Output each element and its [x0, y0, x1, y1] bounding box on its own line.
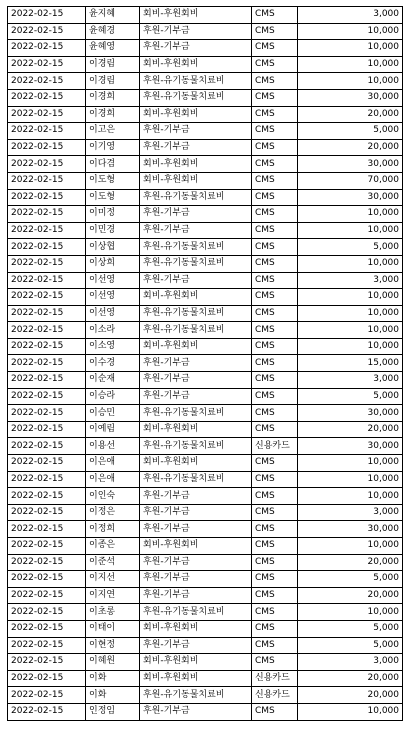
amount-cell: 20,000: [298, 670, 403, 687]
date-cell: 2022-02-15: [8, 703, 86, 720]
donor-name-cell: 이선영: [86, 272, 140, 289]
donor-name-cell: 이준석: [86, 554, 140, 571]
payment-method-cell: CMS: [252, 239, 298, 256]
table-row: [8, 703, 403, 720]
donor-name-cell: 이지선: [86, 571, 140, 588]
table-row: [8, 123, 403, 140]
donation-type-cell: 후원-유기동물치료비: [140, 604, 252, 621]
donation-type-cell: 후원-기부금: [140, 587, 252, 604]
payment-method-cell: CMS: [252, 620, 298, 637]
table-row: [8, 139, 403, 156]
donor-name-cell: 이종은: [86, 538, 140, 555]
amount-cell: 30,000: [298, 438, 403, 455]
donation-type-cell: 후원-기부금: [140, 123, 252, 140]
donation-type-cell: 후원-기부금: [140, 222, 252, 239]
amount-cell: 10,000: [298, 322, 403, 339]
amount-cell: 10,000: [298, 255, 403, 272]
donor-name-cell: 이화: [86, 670, 140, 687]
table-row: [8, 322, 403, 339]
donation-type-cell: 후원-유기동물치료비: [140, 438, 252, 455]
date-cell: 2022-02-15: [8, 239, 86, 256]
payment-method-cell: CMS: [252, 156, 298, 173]
date-cell: 2022-02-15: [8, 355, 86, 372]
amount-cell: 10,000: [298, 73, 403, 90]
payment-method-cell: CMS: [252, 206, 298, 223]
amount-cell: 3,000: [298, 654, 403, 671]
donor-name-cell: 이도형: [86, 189, 140, 206]
table-row: [8, 587, 403, 604]
donation-type-cell: 후원-유기동물치료비: [140, 305, 252, 322]
date-cell: 2022-02-15: [8, 73, 86, 90]
table-row: [8, 73, 403, 90]
table-row: [8, 56, 403, 73]
table-row: [8, 255, 403, 272]
payment-method-cell: CMS: [252, 172, 298, 189]
table-row: [8, 206, 403, 223]
donation-type-cell: 후원-기부금: [140, 139, 252, 156]
amount-cell: 10,000: [298, 604, 403, 621]
payment-method-cell: CMS: [252, 89, 298, 106]
payment-method-cell: CMS: [252, 289, 298, 306]
table-row: [8, 222, 403, 239]
table-row: [8, 106, 403, 123]
donor-name-cell: 이인숙: [86, 488, 140, 505]
donation-type-cell: 후원-기부금: [140, 40, 252, 57]
date-cell: 2022-02-15: [8, 654, 86, 671]
donor-name-cell: 이미정: [86, 206, 140, 223]
donation-type-cell: 회비-후원회비: [140, 654, 252, 671]
table-row: [8, 156, 403, 173]
donor-name-cell: 윤지혜: [86, 7, 140, 24]
donor-name-cell: 이도형: [86, 172, 140, 189]
donor-name-cell: 이은애: [86, 455, 140, 472]
date-cell: 2022-02-15: [8, 23, 86, 40]
date-cell: 2022-02-15: [8, 89, 86, 106]
payment-method-cell: CMS: [252, 23, 298, 40]
donation-type-cell: 후원-유기동물치료비: [140, 471, 252, 488]
amount-cell: 10,000: [298, 471, 403, 488]
amount-cell: 10,000: [298, 338, 403, 355]
table-row: [8, 355, 403, 372]
date-cell: 2022-02-15: [8, 488, 86, 505]
amount-cell: 3,000: [298, 272, 403, 289]
table-row: [8, 654, 403, 671]
payment-method-cell: CMS: [252, 139, 298, 156]
payment-method-cell: CMS: [252, 421, 298, 438]
donor-name-cell: 이소영: [86, 338, 140, 355]
payment-method-cell: CMS: [252, 338, 298, 355]
payment-method-cell: 신용카드: [252, 687, 298, 704]
payment-method-cell: CMS: [252, 255, 298, 272]
amount-cell: 15,000: [298, 355, 403, 372]
payment-method-cell: CMS: [252, 488, 298, 505]
date-cell: 2022-02-15: [8, 172, 86, 189]
date-cell: 2022-02-15: [8, 455, 86, 472]
table-row: [8, 7, 403, 24]
payment-method-cell: CMS: [252, 504, 298, 521]
amount-cell: 30,000: [298, 189, 403, 206]
donation-type-cell: 후원-기부금: [140, 554, 252, 571]
donation-type-cell: 후원-기부금: [140, 355, 252, 372]
donation-type-cell: 회비-후원회비: [140, 172, 252, 189]
amount-cell: 10,000: [298, 289, 403, 306]
payment-method-cell: 신용카드: [252, 438, 298, 455]
table-row: [8, 554, 403, 571]
payment-method-cell: CMS: [252, 322, 298, 339]
donor-name-cell: 이수경: [86, 355, 140, 372]
donor-name-cell: 윤혜경: [86, 23, 140, 40]
donor-name-cell: 이정은: [86, 504, 140, 521]
amount-cell: 20,000: [298, 421, 403, 438]
donor-name-cell: 이상희: [86, 255, 140, 272]
payment-method-cell: CMS: [252, 56, 298, 73]
table-row: [8, 23, 403, 40]
date-cell: 2022-02-15: [8, 272, 86, 289]
payment-method-cell: CMS: [252, 189, 298, 206]
table-row: [8, 388, 403, 405]
donor-name-cell: 이상협: [86, 239, 140, 256]
payment-method-cell: CMS: [252, 123, 298, 140]
donation-type-cell: 회비-후원회비: [140, 106, 252, 123]
payment-method-cell: CMS: [252, 571, 298, 588]
amount-cell: 20,000: [298, 554, 403, 571]
donation-type-cell: 후원-기부금: [140, 206, 252, 223]
donation-type-cell: 후원-유기동물치료비: [140, 239, 252, 256]
date-cell: 2022-02-15: [8, 189, 86, 206]
amount-cell: 5,000: [298, 123, 403, 140]
amount-cell: 10,000: [298, 40, 403, 57]
amount-cell: 20,000: [298, 587, 403, 604]
date-cell: 2022-02-15: [8, 587, 86, 604]
date-cell: 2022-02-15: [8, 571, 86, 588]
date-cell: 2022-02-15: [8, 637, 86, 654]
table-row: [8, 687, 403, 704]
table-row: [8, 189, 403, 206]
table-row: [8, 538, 403, 555]
table-row: [8, 488, 403, 505]
amount-cell: 10,000: [298, 23, 403, 40]
amount-cell: 5,000: [298, 637, 403, 654]
donor-name-cell: 인정임: [86, 703, 140, 720]
donation-type-cell: 후원-기부금: [140, 372, 252, 389]
donation-type-cell: 후원-기부금: [140, 504, 252, 521]
donor-name-cell: 이화: [86, 687, 140, 704]
donation-type-cell: 후원-기부금: [140, 703, 252, 720]
donor-name-cell: 이선영: [86, 289, 140, 306]
donation-type-cell: 회비-후원회비: [140, 670, 252, 687]
donation-type-cell: 회비-후원회비: [140, 620, 252, 637]
date-cell: 2022-02-15: [8, 554, 86, 571]
date-cell: 2022-02-15: [8, 222, 86, 239]
payment-method-cell: CMS: [252, 106, 298, 123]
date-cell: 2022-02-15: [8, 604, 86, 621]
donor-name-cell: 이민경: [86, 222, 140, 239]
table-row: [8, 620, 403, 637]
date-cell: 2022-02-15: [8, 255, 86, 272]
donation-type-cell: 후원-유기동물치료비: [140, 322, 252, 339]
donation-type-cell: 후원-기부금: [140, 637, 252, 654]
payment-method-cell: CMS: [252, 272, 298, 289]
amount-cell: 10,000: [298, 488, 403, 505]
payment-method-cell: CMS: [252, 587, 298, 604]
date-cell: 2022-02-15: [8, 405, 86, 422]
amount-cell: 20,000: [298, 106, 403, 123]
amount-cell: 30,000: [298, 405, 403, 422]
amount-cell: 3,000: [298, 372, 403, 389]
donor-name-cell: 이경림: [86, 73, 140, 90]
date-cell: 2022-02-15: [8, 305, 86, 322]
payment-method-cell: CMS: [252, 372, 298, 389]
date-cell: 2022-02-15: [8, 521, 86, 538]
payment-method-cell: CMS: [252, 637, 298, 654]
amount-cell: 10,000: [298, 455, 403, 472]
amount-cell: 3,000: [298, 7, 403, 24]
amount-cell: 3,000: [298, 504, 403, 521]
amount-cell: 20,000: [298, 687, 403, 704]
amount-cell: 10,000: [298, 538, 403, 555]
payment-method-cell: CMS: [252, 73, 298, 90]
table-row: [8, 172, 403, 189]
table-row: [8, 421, 403, 438]
date-cell: 2022-02-15: [8, 438, 86, 455]
date-cell: 2022-02-15: [8, 40, 86, 57]
donor-name-cell: 이승민: [86, 405, 140, 422]
date-cell: 2022-02-15: [8, 471, 86, 488]
payment-method-cell: CMS: [252, 538, 298, 555]
donation-type-cell: 후원-유기동물치료비: [140, 255, 252, 272]
donation-type-cell: 회비-후원회비: [140, 156, 252, 173]
payment-method-cell: CMS: [252, 471, 298, 488]
date-cell: 2022-02-15: [8, 338, 86, 355]
table-row: [8, 670, 403, 687]
donor-name-cell: 이예림: [86, 421, 140, 438]
date-cell: 2022-02-15: [8, 538, 86, 555]
donor-name-cell: 이기영: [86, 139, 140, 156]
payment-method-cell: CMS: [252, 654, 298, 671]
amount-cell: 30,000: [298, 89, 403, 106]
table-row: [8, 372, 403, 389]
table-row: [8, 405, 403, 422]
donation-type-cell: 후원-기부금: [140, 388, 252, 405]
donation-type-cell: 후원-유기동물치료비: [140, 89, 252, 106]
donation-table-body: [8, 7, 403, 721]
amount-cell: 5,000: [298, 239, 403, 256]
payment-method-cell: CMS: [252, 405, 298, 422]
payment-method-cell: CMS: [252, 222, 298, 239]
donor-name-cell: 이승라: [86, 388, 140, 405]
amount-cell: 5,000: [298, 571, 403, 588]
donor-name-cell: 이경희: [86, 106, 140, 123]
table-row: [8, 40, 403, 57]
table-row: [8, 455, 403, 472]
table-row: [8, 438, 403, 455]
amount-cell: 10,000: [298, 305, 403, 322]
donor-name-cell: 이선영: [86, 305, 140, 322]
donor-name-cell: 이다겸: [86, 156, 140, 173]
date-cell: 2022-02-15: [8, 421, 86, 438]
payment-method-cell: CMS: [252, 305, 298, 322]
date-cell: 2022-02-15: [8, 56, 86, 73]
payment-method-cell: CMS: [252, 388, 298, 405]
payment-method-cell: CMS: [252, 40, 298, 57]
donor-name-cell: 이은애: [86, 471, 140, 488]
table-row: [8, 272, 403, 289]
amount-cell: 5,000: [298, 388, 403, 405]
payment-method-cell: 신용카드: [252, 670, 298, 687]
table-row: [8, 239, 403, 256]
donor-name-cell: 이소라: [86, 322, 140, 339]
date-cell: 2022-02-15: [8, 7, 86, 24]
donation-type-cell: 회비-후원회비: [140, 538, 252, 555]
donation-table: [7, 6, 403, 721]
donation-type-cell: 회비-후원회비: [140, 56, 252, 73]
donor-name-cell: 이순재: [86, 372, 140, 389]
table-row: [8, 471, 403, 488]
date-cell: 2022-02-15: [8, 620, 86, 637]
donation-type-cell: 후원-유기동물치료비: [140, 687, 252, 704]
table-row: [8, 504, 403, 521]
amount-cell: 70,000: [298, 172, 403, 189]
payment-method-cell: CMS: [252, 554, 298, 571]
date-cell: 2022-02-15: [8, 156, 86, 173]
amount-cell: 30,000: [298, 521, 403, 538]
donation-type-cell: 회비-후원회비: [140, 7, 252, 24]
amount-cell: 10,000: [298, 56, 403, 73]
payment-method-cell: CMS: [252, 521, 298, 538]
date-cell: 2022-02-15: [8, 687, 86, 704]
payment-method-cell: CMS: [252, 455, 298, 472]
table-row: [8, 571, 403, 588]
donation-type-cell: 회비-후원회비: [140, 289, 252, 306]
date-cell: 2022-02-15: [8, 388, 86, 405]
donation-type-cell: 후원-유기동물치료비: [140, 73, 252, 90]
donation-type-cell: 후원-유기동물치료비: [140, 405, 252, 422]
donor-name-cell: 이지연: [86, 587, 140, 604]
donation-type-cell: 회비-후원회비: [140, 338, 252, 355]
amount-cell: 30,000: [298, 156, 403, 173]
date-cell: 2022-02-15: [8, 139, 86, 156]
date-cell: 2022-02-15: [8, 504, 86, 521]
donation-type-cell: 후원-기부금: [140, 571, 252, 588]
amount-cell: 20,000: [298, 139, 403, 156]
amount-cell: 10,000: [298, 703, 403, 720]
date-cell: 2022-02-15: [8, 670, 86, 687]
date-cell: 2022-02-15: [8, 206, 86, 223]
date-cell: 2022-02-15: [8, 322, 86, 339]
table-row: [8, 289, 403, 306]
donation-type-cell: 후원-기부금: [140, 23, 252, 40]
donation-type-cell: 후원-기부금: [140, 272, 252, 289]
donor-name-cell: 이용선: [86, 438, 140, 455]
donation-type-cell: 회비-후원회비: [140, 455, 252, 472]
table-row: [8, 521, 403, 538]
donation-type-cell: 회비-후원회비: [140, 421, 252, 438]
table-row: [8, 604, 403, 621]
payment-method-cell: CMS: [252, 355, 298, 372]
donation-type-cell: 후원-유기동물치료비: [140, 189, 252, 206]
payment-method-cell: CMS: [252, 7, 298, 24]
donor-name-cell: 이정희: [86, 521, 140, 538]
donor-name-cell: 이경림: [86, 56, 140, 73]
table-row: [8, 305, 403, 322]
donor-name-cell: 이혜원: [86, 654, 140, 671]
donor-name-cell: 이현정: [86, 637, 140, 654]
date-cell: 2022-02-15: [8, 372, 86, 389]
donor-name-cell: 이초롱: [86, 604, 140, 621]
payment-method-cell: CMS: [252, 604, 298, 621]
table-row: [8, 637, 403, 654]
amount-cell: 10,000: [298, 206, 403, 223]
donor-name-cell: 윤혜영: [86, 40, 140, 57]
donor-name-cell: 이고은: [86, 123, 140, 140]
date-cell: 2022-02-15: [8, 123, 86, 140]
date-cell: 2022-02-15: [8, 289, 86, 306]
donor-name-cell: 이태이: [86, 620, 140, 637]
payment-method-cell: CMS: [252, 703, 298, 720]
table-row: [8, 89, 403, 106]
table-row: [8, 338, 403, 355]
amount-cell: 5,000: [298, 620, 403, 637]
date-cell: 2022-02-15: [8, 106, 86, 123]
amount-cell: 10,000: [298, 222, 403, 239]
donor-name-cell: 이경희: [86, 89, 140, 106]
donation-type-cell: 후원-기부금: [140, 488, 252, 505]
donation-type-cell: 후원-기부금: [140, 521, 252, 538]
